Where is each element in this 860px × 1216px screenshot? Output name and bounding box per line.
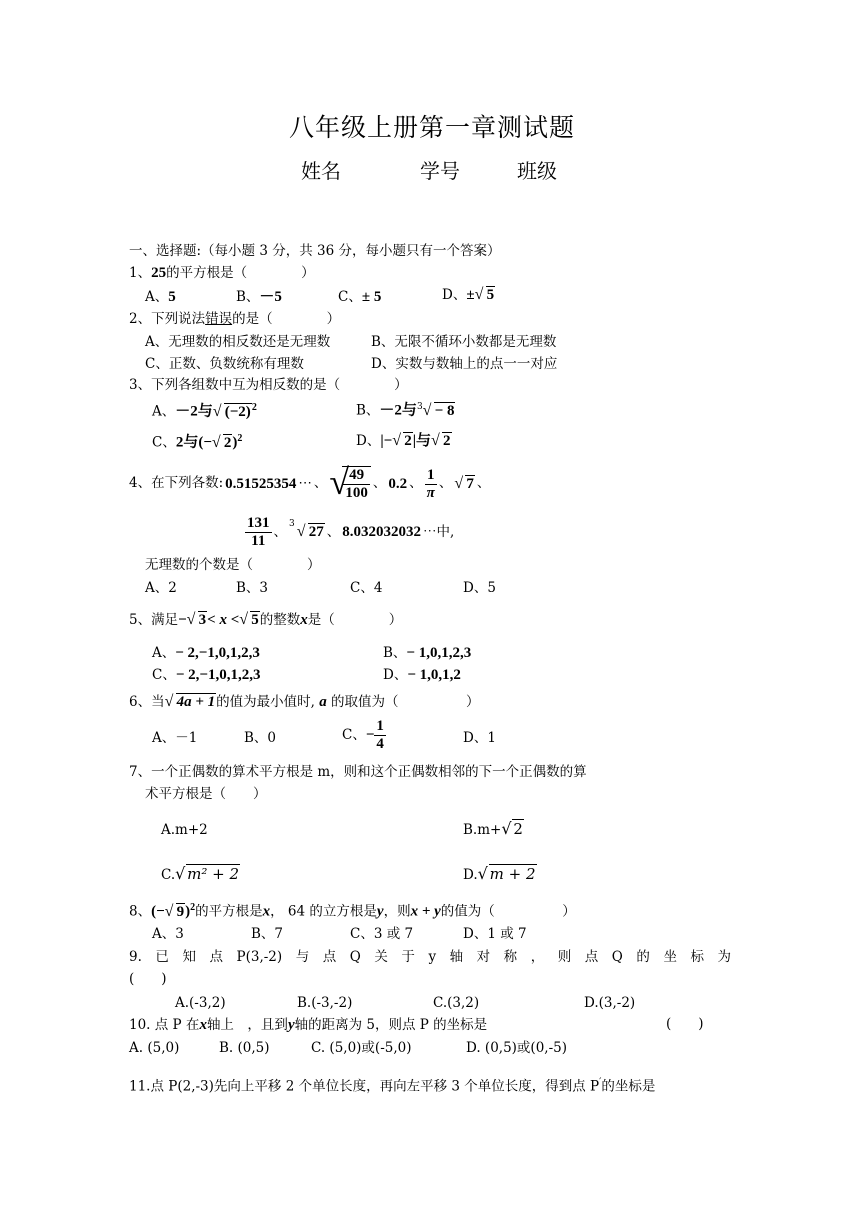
question-9: 9. 已 知 点 P(3,-2) 与 点 Q 关 于 y 轴 对 称 ， 则 点 Q 的 坐 标 为 xyxy=(129,949,731,965)
question-2: 2、下列说法错误的是（ ） xyxy=(129,311,341,327)
q6-option-a: A、－1 xyxy=(152,730,198,746)
q6-option-d: D、1 xyxy=(463,730,496,746)
question-4-line-3: 无理数的个数是（ ） xyxy=(145,557,321,573)
question-10: 10. 点 P 在x轴上 ，且到y轴的距离为 5，则点 P 的坐标是 xyxy=(129,1017,488,1033)
question-6: 6、当 √ 4a + 1的值为最小值时, a 的取值为（ ） xyxy=(129,693,480,710)
q9-option-d: D.(3,-2) xyxy=(584,995,636,1011)
q10-option-c: C. (5,0)或(-5,0) xyxy=(311,1040,412,1056)
q5-option-c: C、− 2,−1,0,1,2,3 xyxy=(152,667,261,683)
student-id-field-label: 学号 xyxy=(420,159,460,183)
q3-option-b: B、－2与$^3$ √ − 8 xyxy=(356,401,455,419)
q7-option-d: D. √ m + 2 xyxy=(463,864,536,883)
q8-option-a: A、3 xyxy=(152,926,184,942)
q1-option-d: D、± √ 5 xyxy=(442,286,495,303)
question-11: 11.点 P(2,-3)先向上平移 2 个单位长度，再向左平移 3 个单位长度，得到点 P′的坐标是 xyxy=(129,1077,656,1095)
q4-option-c: C、4 xyxy=(350,580,383,596)
q3-option-d: D、|− √ 2|与 √ 2 xyxy=(356,432,451,449)
q1-option-b: B、－5 xyxy=(236,289,282,305)
section-heading: 一、选择题:（每小题 3 分，共 36 分，每小题只有一个答案） xyxy=(129,243,501,259)
q9-option-c: C.(3,2) xyxy=(433,995,480,1011)
q8-option-d: D、1 或 7 xyxy=(463,926,527,942)
question-10-answer-paren: ( ) xyxy=(666,1016,704,1032)
question-7-line-2: 术平方根是（ ） xyxy=(145,786,267,802)
q6-option-b: B、0 xyxy=(244,730,277,746)
q5-option-d: D、− 1,0,1,2 xyxy=(383,667,461,683)
q9-option-b: B.(-3,-2) xyxy=(297,995,353,1011)
question-9-line-2: ( ) xyxy=(129,971,167,987)
q2-option-a: A、无理数的相反数还是无理数 xyxy=(145,334,331,350)
question-8: 8、(− √ 9)$^2$的平方根是x， 64 的立方根是y，则x + y的值为（ ） xyxy=(129,902,576,920)
q10-option-b: B. (0,5) xyxy=(219,1040,270,1056)
q2-option-c: C、正数、负数统称有理数 xyxy=(145,356,304,372)
q3-option-a: A、－2与 √ $(-2)^2$ xyxy=(152,402,257,420)
q1-option-a: A、5 xyxy=(145,289,176,305)
q10-option-a: A. (5,0) xyxy=(129,1040,180,1056)
q3-option-c: C、2与(− √ 2)$^2$ xyxy=(152,433,243,451)
q10-option-d: D. (0,5)或(0,-5) xyxy=(466,1040,567,1056)
class-field-label: 班级 xyxy=(517,159,557,183)
question-4-line-2: $\frac{131}{11}$ 、 $^3$ √ 27 、 8.032032032 ⋯中, xyxy=(247,515,455,550)
name-field-label: 姓名 xyxy=(301,159,341,183)
question-5: 5、满足− √ 3< x < √ 5的整数x是（ ） xyxy=(129,611,403,628)
q1-option-c: C、± 5 xyxy=(338,289,382,305)
q5-option-b: B、− 1,0,1,2,3 xyxy=(383,645,472,661)
question-7: 7、一个正偶数的算术平方根是 m，则和这个正偶数相邻的下一个正偶数的算 xyxy=(129,764,587,780)
question-3: 3、下列各组数中互为相反数的是（ ） xyxy=(129,377,408,393)
q7-option-c: C. √ m² + 2 xyxy=(161,864,240,883)
q8-option-b: B、7 xyxy=(251,926,284,942)
question-4: 4、在下列各数: 0.51525354 ⋯ 、 √ $\frac{49}{100}$ 、 0.2 、 $\frac{1}{\pi}$ 、 √ 7 、 xyxy=(129,462,491,502)
q8-option-c: C、3 或 7 xyxy=(350,926,414,942)
page-title: 八年级上册第一章测试题 xyxy=(289,113,576,142)
q9-option-a: A.(-3,2) xyxy=(175,995,226,1011)
q7-option-a: A.m+2 xyxy=(161,822,208,838)
q5-option-a: A、− 2,−1,0,1,2,3 xyxy=(152,645,260,661)
q4-option-a: A、2 xyxy=(145,580,177,596)
question-1: 1、25的平方根是（ ） xyxy=(129,265,315,281)
q4-option-b: B、3 xyxy=(236,580,269,596)
q2-option-b: B、无限不循环小数都是无理数 xyxy=(371,334,557,350)
q6-option-c: C、 − $\frac{1}{4}$ xyxy=(342,718,384,753)
q4-option-d: D、5 xyxy=(463,580,496,596)
q7-option-b: B.m+ √ 2 xyxy=(463,819,523,838)
q2-option-d: D、实数与数轴上的点一一对应 xyxy=(371,356,558,372)
